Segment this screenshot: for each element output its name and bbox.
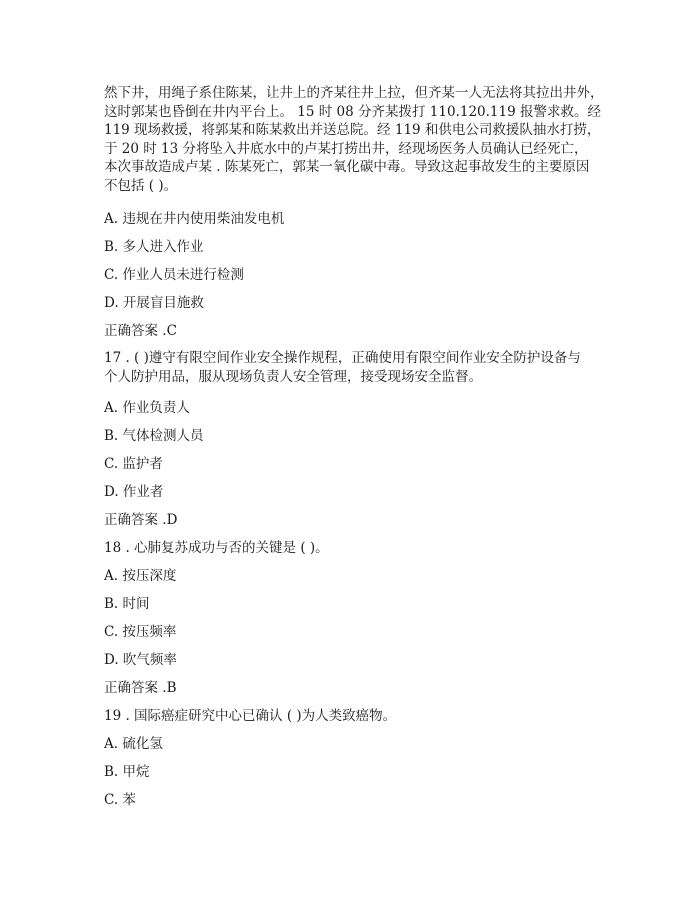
- question-line: 119 现场救援，将郭某和陈某救出并送总院。经 119 和供电公司救援队抽水打捞，: [104, 122, 601, 138]
- option-d: D. 开展盲目施救: [104, 295, 204, 311]
- question-line: 于 20 时 13 分将坠入井底水中的卢某打捞出井，经现场医务人员确认已经死亡，: [104, 140, 588, 157]
- option-b: B. 多人进入作业: [104, 239, 204, 255]
- option-c: C. 按压频率: [104, 624, 177, 640]
- option-c: C. 监护者: [104, 456, 163, 472]
- question-19-stem: 19 . 国际癌症研究中心已确认 ( )为人类致癌物。: [104, 708, 397, 724]
- option-b: B. 时间: [104, 596, 150, 612]
- question-17-stem: [104, 349, 624, 386]
- option-c: C. 苯: [104, 792, 136, 808]
- option-d: D. 吹气频率: [104, 652, 177, 668]
- option-b: B. 甲烷: [104, 764, 150, 780]
- question-line: 个人防护用品，服从现场负责人安全管理，接受现场安全监督。: [104, 368, 482, 385]
- question-line: 不包括 ( )。: [104, 177, 178, 194]
- option-a: A. 违规在井内使用柴油发电机: [104, 211, 285, 227]
- option-d: D. 作业者: [104, 484, 164, 500]
- answer: 正确答案 .D: [104, 512, 178, 528]
- option-a: A. 硫化氢: [104, 736, 163, 752]
- answer: 正确答案 .C: [104, 323, 177, 339]
- question-line: 17 . ( )遵守有限空间作业安全操作规程，正确使用有限空间作业安全防护设备与: [104, 350, 581, 366]
- document-page: [104, 84, 624, 809]
- question-line: 本次事故造成卢某 . 陈某死亡，郭某一氧化碳中毒。导致这起事故发生的主要原因: [104, 159, 590, 175]
- option-c: C. 作业人员未进行检测: [104, 267, 244, 283]
- option-a: A. 作业负责人: [104, 400, 190, 416]
- option-a: A. 按压深度: [104, 568, 177, 584]
- question-line: 这时郭某也昏倒在井内平台上。 15 时 08 分齐某拨打 110.120.119 报警求救。经: [104, 103, 601, 120]
- question-16-stem: [104, 84, 624, 195]
- answer: 正确答案 .B: [104, 680, 177, 696]
- question-line: 然下井，用绳子系住陈某，让井上的齐某往井上拉，但齐某一人无法将其拉出井外，: [104, 85, 604, 101]
- option-b: B. 气体检测人员: [104, 428, 204, 444]
- question-18-stem: 18 . 心肺复苏成功与否的关键是 ( )。: [104, 540, 329, 556]
